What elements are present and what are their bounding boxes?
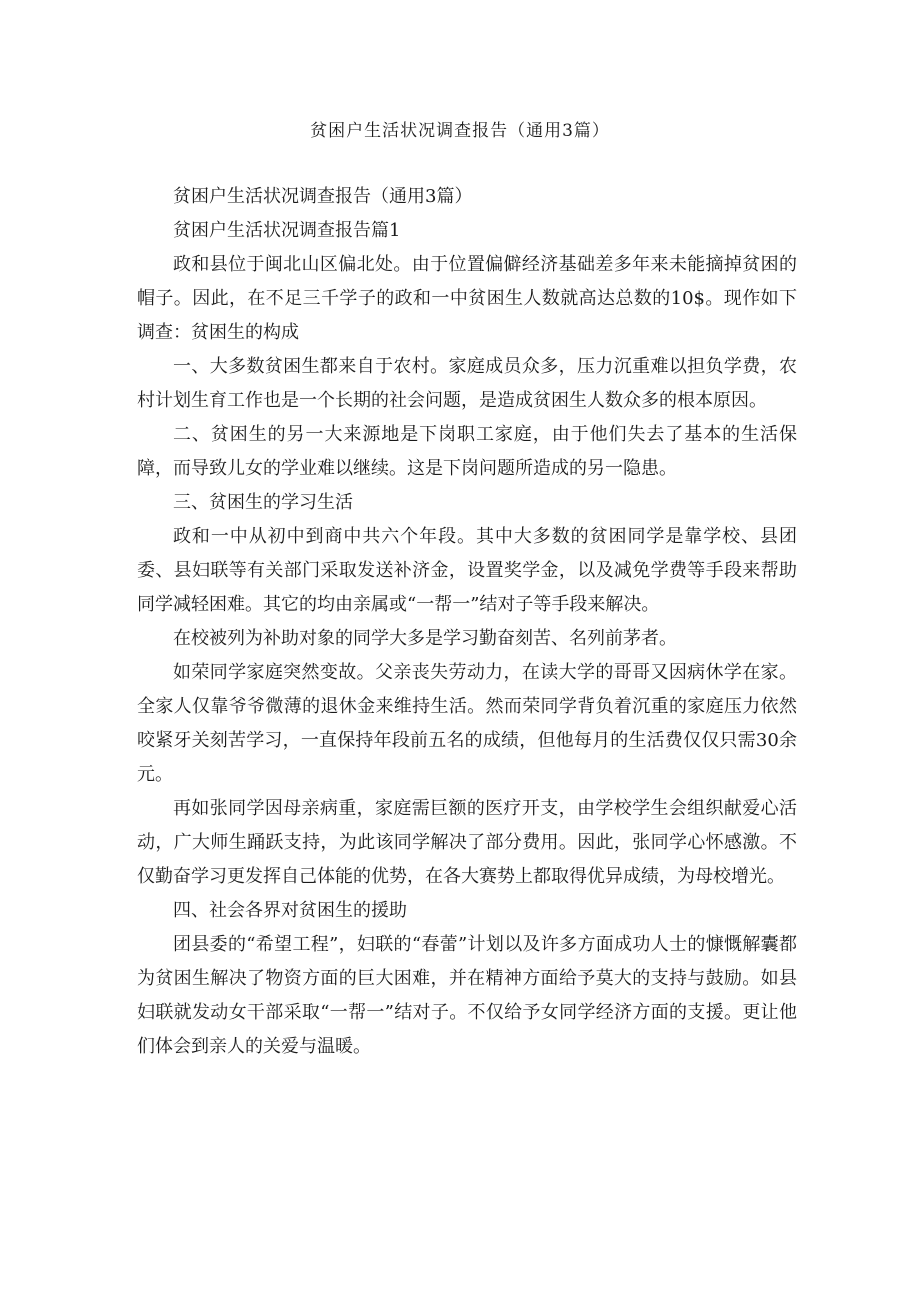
paragraph: 在校被列为补助对象的同学大多是学习勤奋刻苦、名列前茅者。 [173, 628, 677, 649]
paragraph-heading: 四、社会各界对贫困生的援助 [173, 900, 407, 921]
paragraph: 再如张同学因母亲病重，家庭需巨额的医疗开支，由学校学生会组织献爱心活动，广大师生踊跃支持，为此该同学解决了部分费用。因此，张同学心怀感激。不仅勤奋学习更发挥自己体能的优势，在各大赛势上都取得优异成绩，为母校增光。 [137, 798, 797, 887]
paragraph: 政和一中从初中到商中共六个年段。其中大多数的贫困同学是靠学校、县团委、县妇联等有关部门采取发送补济金，设置奖学金，以及减免学费等手段来帮助同学减轻困难。其它的均由亲属或“一帮一”结对子等手段来解决。 [137, 526, 797, 615]
paragraph-subtitle: 贫困户生活状况调查报告（通用3篇） [173, 186, 473, 207]
paragraph-section-heading: 贫困户生活状况调查报告篇1 [173, 220, 401, 241]
paragraph: 政和县位于闽北山区偏北处。由于位置偏僻经济基础差多年来未能摘掉贫困的帽子。因此，在不足三千学子的政和一中贫困生人数就高达总数的10$。现作如下调查：贫困生的构成 [137, 254, 797, 343]
document-body [137, 180, 797, 1064]
paragraph: 如荣同学家庭突然变故。父亲丧失劳动力，在读大学的哥哥又因病休学在家。全家人仅靠爷爷微薄的退休金来维持生活。然而荣同学背负着沉重的家庭压力依然咬紧牙关刻苦学习，一直保持年段前五名的成绩，但他每月的生活费仅仅只需30余元。 [137, 662, 797, 785]
paragraph-heading: 三、贫困生的学习生活 [173, 492, 353, 513]
paragraph: 二、贫困生的另一大来源地是下岗职工家庭，由于他们失去了基本的生活保障，而导致儿女的学业难以继续。这是下岗问题所造成的另一隐患。 [137, 424, 797, 479]
paragraph: 团县委的“希望工程”，妇联的“春蕾”计划以及许多方面成功人士的慷慨解囊都为贫困生解决了物资方面的巨大困难，并在精神方面给予莫大的支持与鼓励。如县妇联就发动女干部采取“一帮一”结对子。不仅给予女同学经济方面的支援。更让他们体会到亲人的关爱与温暖。 [137, 934, 797, 1057]
paragraph: 一、大多数贫困生都来自于农村。家庭成员众多，压力沉重难以担负学费，农村计划生育工作也是一个长期的社会问题，是造成贫困生人数众多的根本原因。 [137, 356, 797, 411]
document-title: 贫困户生活状况调查报告（通用3篇） [310, 121, 610, 141]
